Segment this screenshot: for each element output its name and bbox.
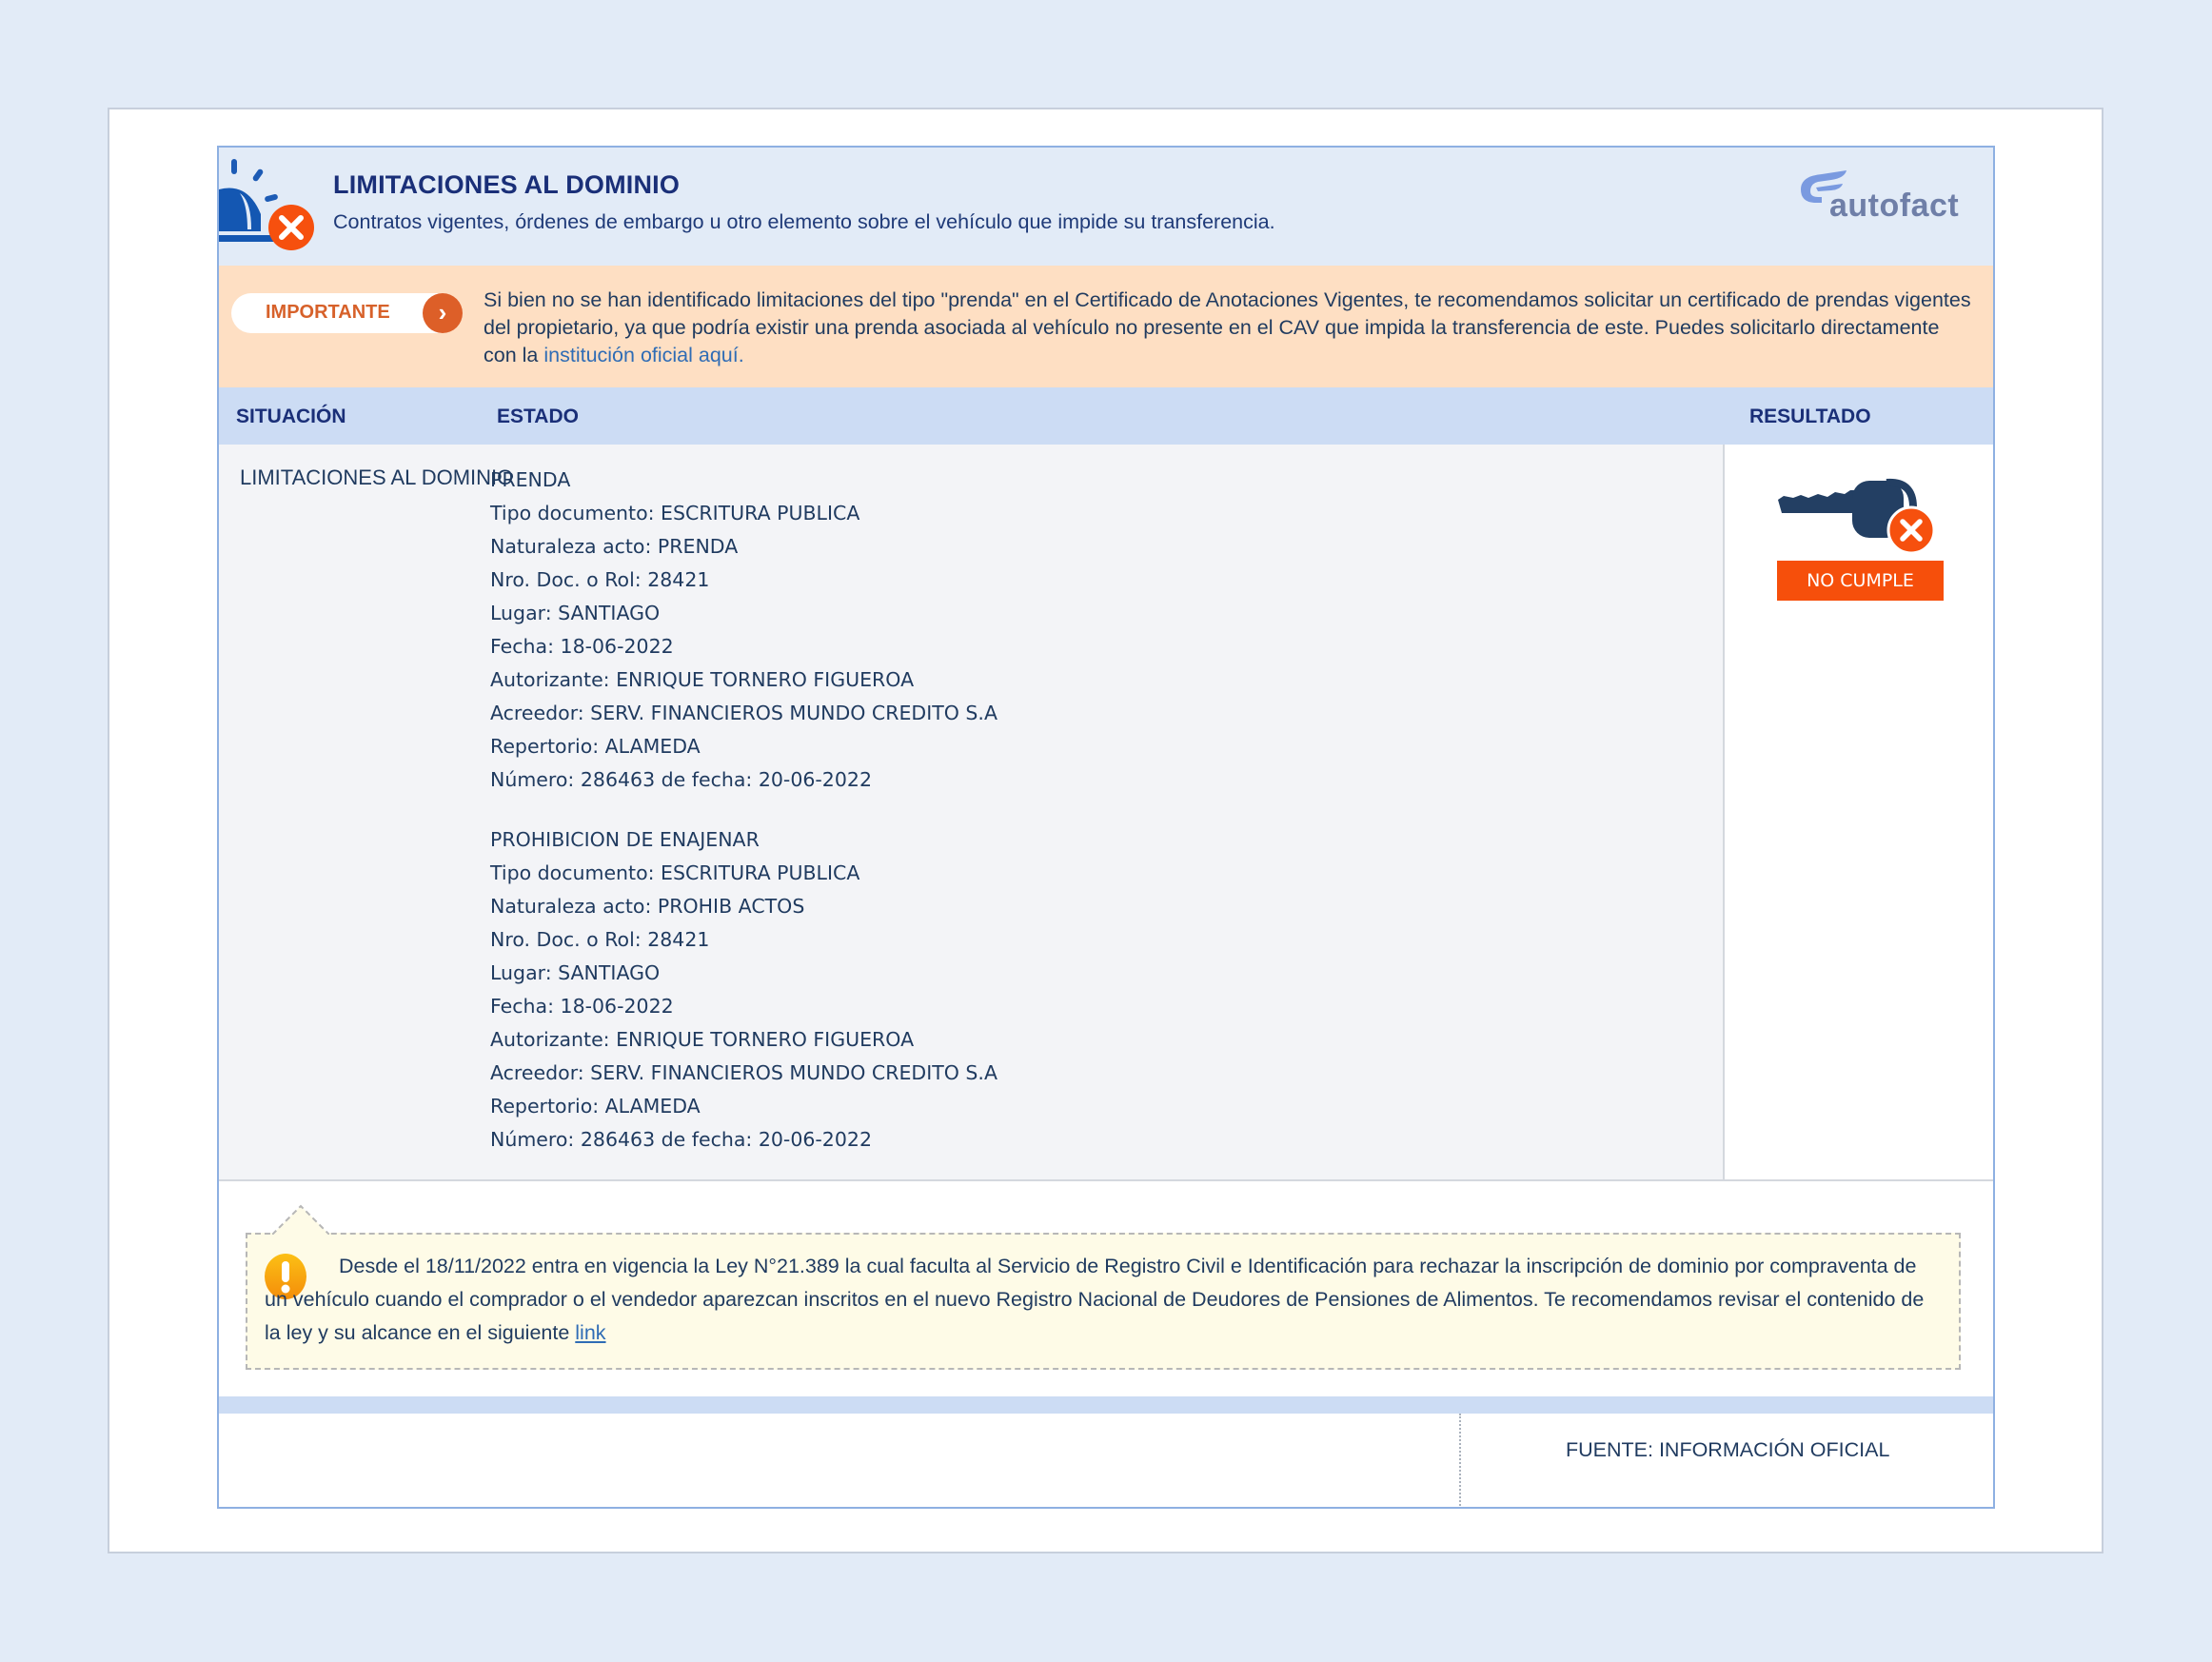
footer-separator bbox=[1459, 1414, 1461, 1509]
autofact-wordmark: autofact bbox=[1829, 188, 1960, 224]
key-icon bbox=[1774, 475, 1941, 556]
estado-line: Acreedor: SERV. FINANCIEROS MUNDO CREDITO S.A bbox=[490, 1061, 997, 1084]
estado-line: Tipo documento: ESCRITURA PUBLICA bbox=[490, 861, 860, 884]
estado-line: Repertorio: ALAMEDA bbox=[490, 735, 701, 758]
estado-block-prenda bbox=[490, 464, 997, 797]
notice-body: Desde el 18/11/2022 entra en vigencia la Ley N°21.389 la cual faculta al Servicio de Registro Civil e Identificación para rechazar la inscripción de dominio por compraventa de un vehículo cuando el comprador o el vendedor aparezcan inscritos en el nuevo Registro Nacional de Deudores de Pensiones de Alimentos. Te recomendamos revisar el contenido de la ley y su alcance en el siguiente bbox=[265, 1255, 1925, 1344]
source-label: FUENTE: INFORMACIÓN OFICIAL bbox=[1566, 1438, 1890, 1461]
estado-line: PRENDA bbox=[490, 468, 571, 491]
estado-line: Naturaleza acto: PROHIB ACTOS bbox=[490, 895, 805, 918]
estado-line: Fecha: 18-06-2022 bbox=[490, 635, 674, 658]
estado-line: Número: 286463 de fecha: 20-06-2022 bbox=[490, 768, 872, 791]
estado-line: Repertorio: ALAMEDA bbox=[490, 1095, 701, 1118]
table-row bbox=[219, 445, 1993, 1181]
estado-line: Autorizante: ENRIQUE TORNERO FIGUEROA bbox=[490, 668, 915, 691]
important-label: IMPORTANTE bbox=[266, 302, 390, 323]
siren-alert-icon bbox=[219, 157, 324, 262]
important-banner bbox=[219, 266, 1993, 387]
estado-line: Fecha: 18-06-2022 bbox=[490, 995, 674, 1018]
situacion-cell: LIMITACIONES AL DOMINIO bbox=[240, 465, 514, 489]
autofact-logo bbox=[1793, 167, 1974, 233]
estado-line: Número: 286463 de fecha: 20-06-2022 bbox=[490, 1128, 872, 1151]
estado-line: PROHIBICION DE ENAJENAR bbox=[490, 828, 760, 851]
section-subtitle: Contratos vigentes, órdenes de embargo u otro elemento sobre el vehículo que impide su transferencia. bbox=[333, 210, 1275, 233]
card-footer bbox=[219, 1414, 1993, 1509]
report-card bbox=[217, 146, 1995, 1509]
estado-line: Tipo documento: ESCRITURA PUBLICA bbox=[490, 502, 860, 524]
section-title: LIMITACIONES AL DOMINIO bbox=[333, 170, 681, 199]
notice-text bbox=[265, 1250, 1940, 1350]
column-header-estado: ESTADO bbox=[497, 406, 579, 427]
important-text bbox=[484, 287, 1978, 369]
chevron-right-icon[interactable]: › bbox=[423, 293, 463, 333]
ley-link[interactable]: link bbox=[575, 1321, 606, 1344]
estado-cell bbox=[490, 464, 997, 1183]
footer-divider-strip bbox=[219, 1396, 1993, 1414]
estado-line: Lugar: SANTIAGO bbox=[490, 961, 661, 984]
important-body: Si bien no se han identificado limitaciones del tipo "prenda" en el Certificado de Anotaciones Vigentes, te recomendamos solicitar un certificado de prendas vigentes del propietario, ya que podría existir una prenda asociada al vehículo no presente en el CAV que impida la transferencia de este. Puedes solicitarlo directamente con la bbox=[484, 288, 1971, 366]
column-header-resultado: RESULTADO bbox=[1749, 406, 1871, 427]
estado-line: Nro. Doc. o Rol: 28421 bbox=[490, 568, 710, 591]
table-header bbox=[219, 387, 1993, 445]
no-cumple-badge: NO CUMPLE bbox=[1777, 561, 1944, 601]
estado-line: Lugar: SANTIAGO bbox=[490, 602, 661, 624]
institucion-oficial-link[interactable]: institución oficial aquí. bbox=[543, 344, 744, 366]
important-pill[interactable] bbox=[231, 293, 463, 333]
estado-line: Nro. Doc. o Rol: 28421 bbox=[490, 928, 710, 951]
estado-line: Autorizante: ENRIQUE TORNERO FIGUEROA bbox=[490, 1028, 915, 1051]
resultado-cell bbox=[1723, 445, 1995, 1179]
estado-line: Naturaleza acto: PRENDA bbox=[490, 535, 739, 558]
section-header bbox=[219, 148, 1993, 266]
notice-pointer bbox=[272, 1204, 329, 1235]
law-notice bbox=[246, 1233, 1961, 1370]
estado-line: Acreedor: SERV. FINANCIEROS MUNDO CREDITO S.A bbox=[490, 702, 997, 724]
column-header-situacion: SITUACIÓN bbox=[236, 406, 346, 427]
estado-block-prohibicion bbox=[490, 823, 997, 1157]
